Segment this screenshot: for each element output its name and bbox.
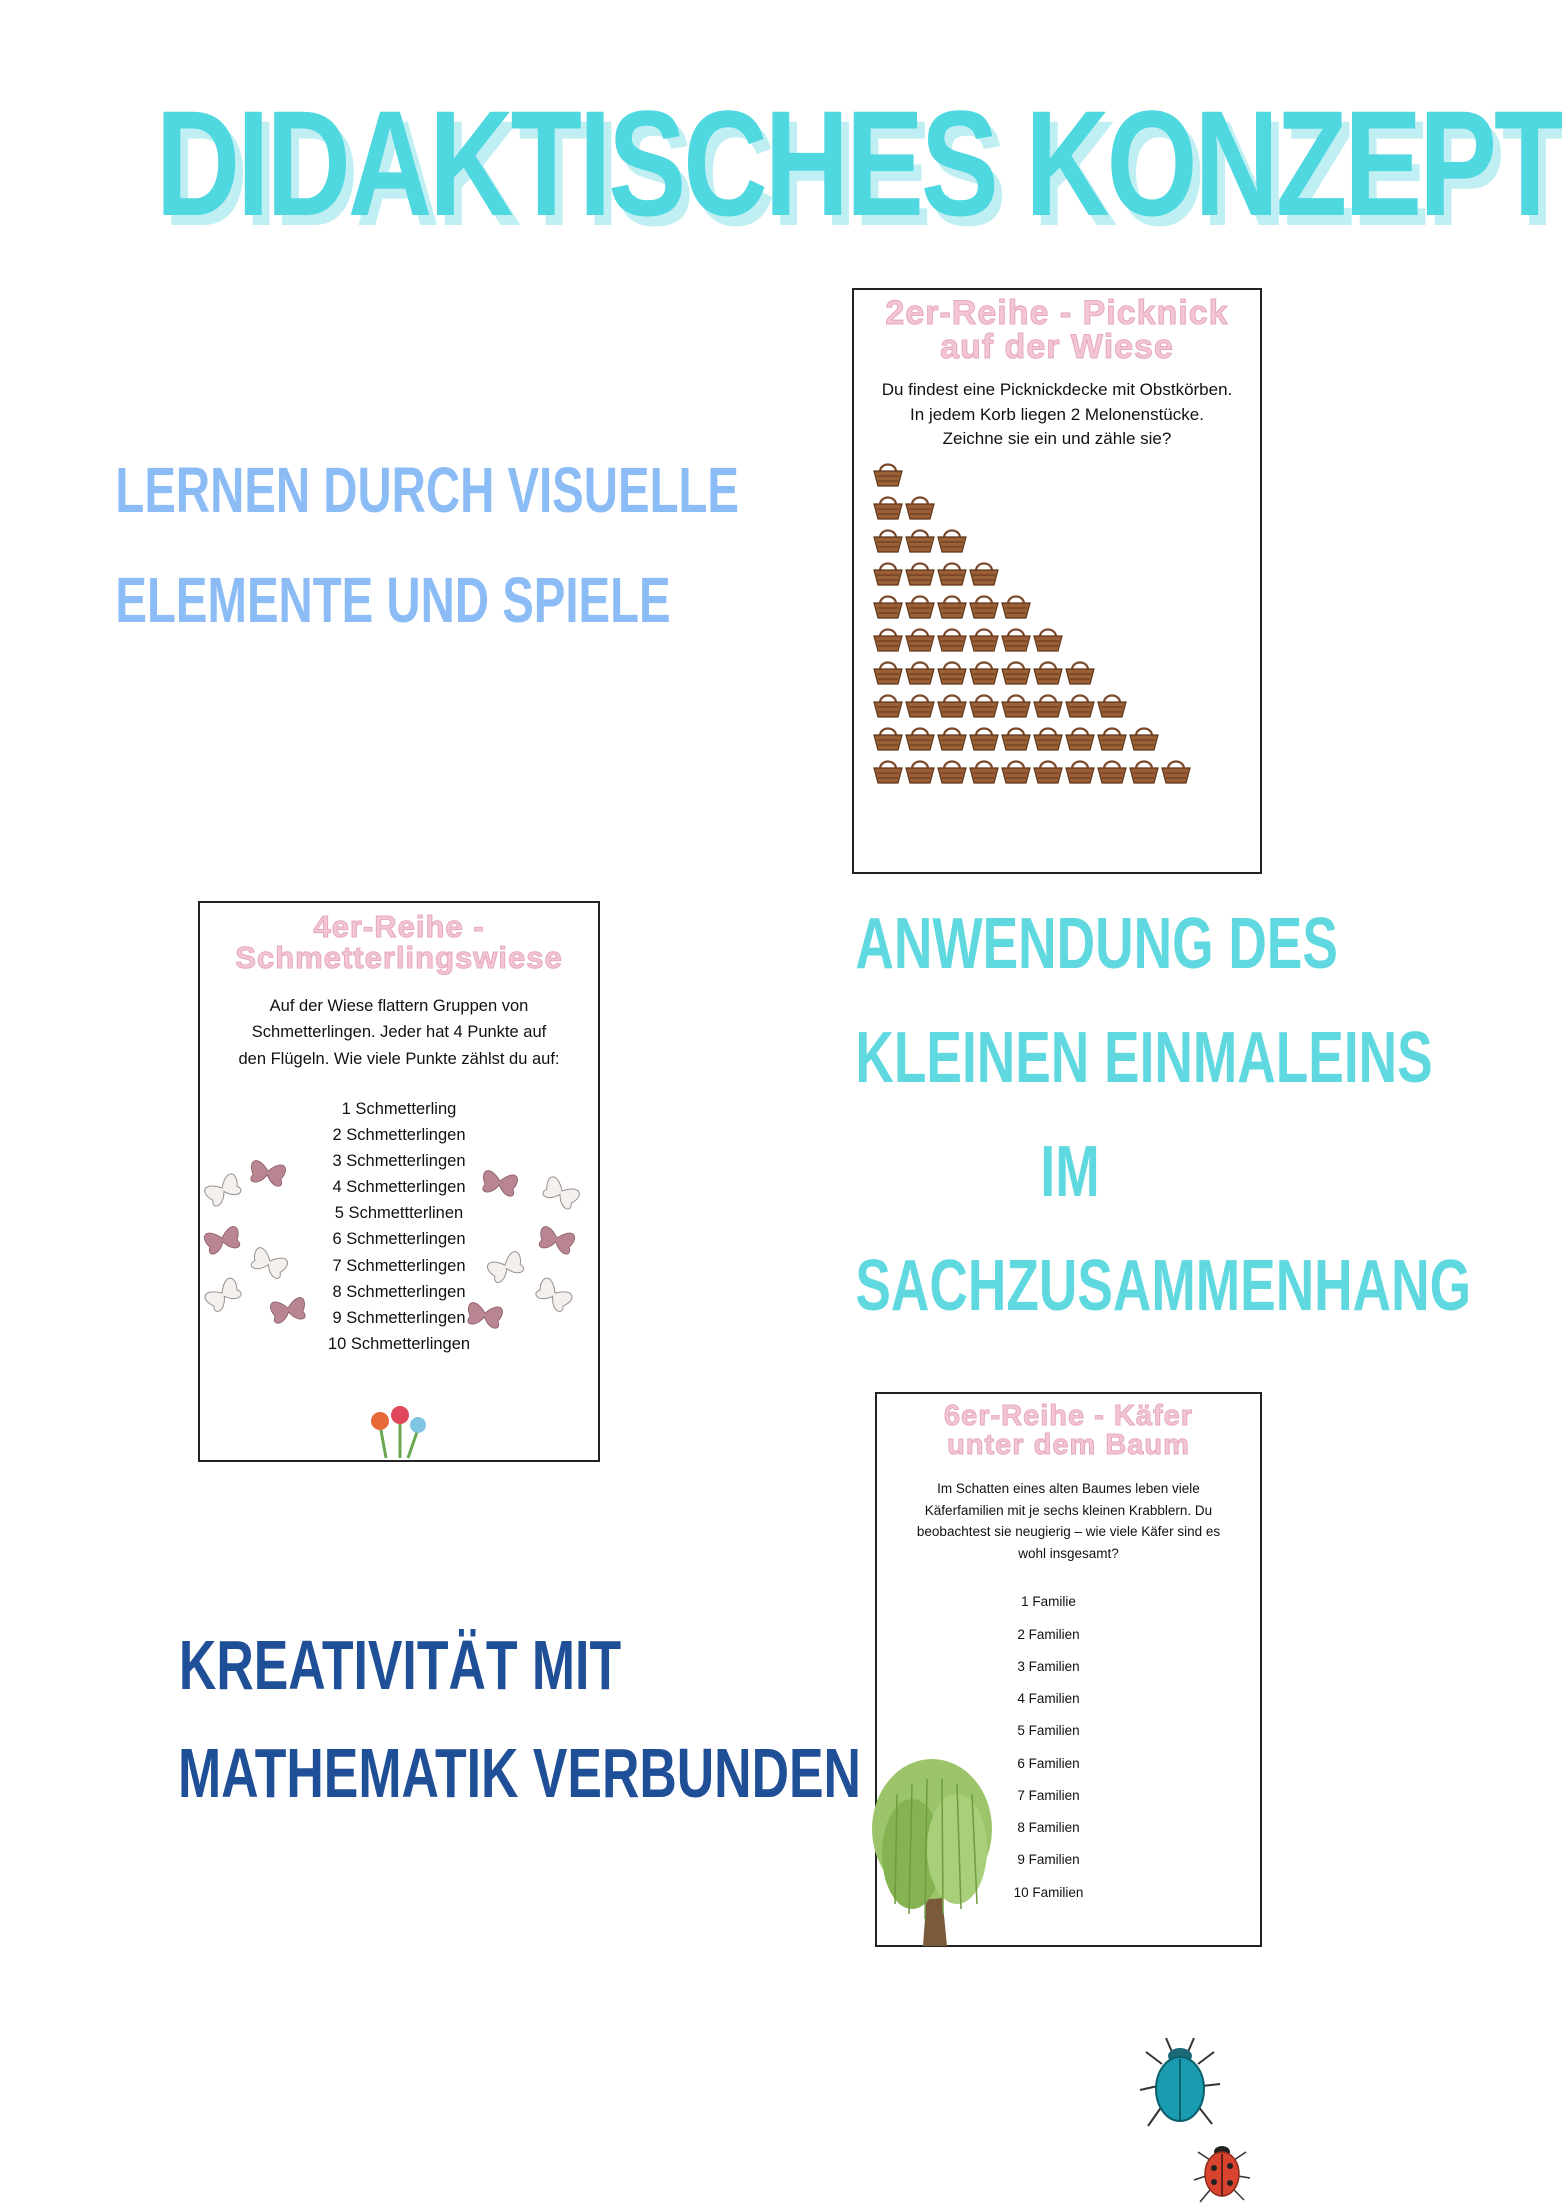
basket-icon (936, 592, 966, 618)
basket-row (872, 592, 1192, 625)
butterfly-icon (486, 1250, 526, 1284)
basket-icon (1096, 691, 1126, 717)
basket-row (872, 526, 1192, 559)
card-picnic-title-line1: 2er-Reihe - Picknick (885, 294, 1229, 332)
basket-icon (968, 724, 998, 750)
basket-icon (936, 724, 966, 750)
beetle-list-item: 4 Familien (1017, 1691, 1080, 1707)
basket-icon (968, 625, 998, 651)
basket-icon (1064, 658, 1094, 684)
basket-icon (904, 526, 934, 552)
basket-icon (968, 757, 998, 783)
basket-icon (936, 691, 966, 717)
butterfly-icon (466, 1302, 504, 1329)
basket-icon (1160, 757, 1190, 783)
basket-icon (904, 691, 934, 717)
basket-row (872, 493, 1192, 526)
basket-icon (872, 526, 902, 552)
basket-icon (936, 625, 966, 651)
butterfly-icon (203, 1226, 242, 1256)
beetle-list-item: 1 Familie (1021, 1594, 1076, 1610)
beetle-list-item: 8 Familien (1017, 1820, 1080, 1836)
butterfly-icon (249, 1160, 287, 1187)
card-beetle-text-line1: Im Schatten eines alten Baumes leben viele (937, 1481, 1200, 1496)
card-beetle-title-line2: unter dem Baum (947, 1429, 1190, 1461)
basket-icon (1032, 724, 1062, 750)
card-beetle-text-line3: beobachtest sie neugierig – wie viele Käfer sind es (916, 1524, 1221, 1540)
butterfly-list-item: 8 Schmetterlingen (332, 1282, 466, 1301)
basket-icon (1000, 592, 1030, 618)
basket-icon (1128, 757, 1158, 783)
beetle-list-item: 2 Familien (1017, 1626, 1080, 1642)
butterfly-list-item: 10 Schmetterlingen (327, 1334, 471, 1353)
butterfly-list-item: 1 Schmetterling (341, 1100, 457, 1119)
butterfly-icon (537, 1226, 576, 1256)
card-picnic (852, 288, 1262, 874)
heading-application-line4: SACHZUSAMMENHANG (855, 1246, 1472, 1326)
card-butterfly-title-line1: 4er-Reihe - (313, 909, 485, 944)
basket-icon (904, 592, 934, 618)
beetle-list-item: 6 Familien (1017, 1755, 1080, 1771)
basket-icon (968, 592, 998, 618)
card-beetle-text-line4: wohl insgesamt? (1018, 1545, 1119, 1561)
ladybug-icon (1192, 2136, 1252, 2206)
basket-icon (904, 724, 934, 750)
basket-icon (1032, 625, 1062, 651)
beetle-list-item: 5 Familien (1017, 1723, 1080, 1739)
basket-icon (1032, 757, 1062, 783)
heading-visual-line2: ELEMENTE UND SPIELE (115, 564, 671, 636)
butterfly-list-item: 5 Schmettterlinen (334, 1204, 464, 1223)
heading-visual-line1: LERNEN DURCH VISUELLE (115, 454, 740, 526)
card-beetle-text-line2: Käferfamilien mit je sechs kleinen Krabblern. Du (924, 1502, 1213, 1518)
butterfly-list-item: 7 Schmetterlingen (332, 1256, 466, 1275)
basket-icon (872, 559, 902, 585)
page-title: DIDAKTISCHES KONZEPT (155, 79, 1562, 247)
butterfly-icon (481, 1170, 519, 1197)
beetle-list-item: 3 Familien (1017, 1658, 1080, 1674)
basket-icon (904, 493, 934, 519)
basket-icon (968, 691, 998, 717)
basket-icon (936, 658, 966, 684)
basket-row (872, 691, 1192, 724)
basket-row (872, 460, 1192, 493)
butterfly-list-item: 9 Schmetterlingen (332, 1308, 466, 1327)
heading-application-line1: ANWENDUNG DES (855, 904, 1338, 984)
basket-icon (872, 460, 902, 486)
butterfly-icon (203, 1172, 244, 1208)
basket-icon (904, 625, 934, 651)
beetle-icon (1132, 2034, 1228, 2144)
beetle-list-item: 7 Familien (1017, 1787, 1080, 1803)
basket-icon (1064, 757, 1094, 783)
card-butterfly-text-line1: Auf der Wiese flattern Gruppen von (269, 997, 529, 1015)
butterfly-icon (249, 1246, 289, 1280)
basket-icon (904, 757, 934, 783)
card-picnic-text-line3: Zeichne sie ein und zähle sie? (942, 429, 1172, 449)
basket-icon (1000, 691, 1030, 717)
basket-icon (872, 724, 902, 750)
basket-icon (968, 559, 998, 585)
butterfly-list-item: 3 Schmetterlingen (332, 1152, 466, 1171)
butterfly-list-item: 6 Schmetterlingen (332, 1230, 466, 1249)
card-picnic-text-line1: Du findest eine Picknickdecke mit Obstkörben. (881, 380, 1233, 399)
basket-icon (872, 757, 902, 783)
basket-row (872, 625, 1192, 658)
basket-icon (936, 757, 966, 783)
heading-creativity-line2: MATHEMATIK VERBUNDEN (178, 1734, 861, 1812)
flower-icon (360, 1403, 440, 1459)
butterfly-icon (540, 1175, 581, 1211)
basket-icon (1064, 691, 1094, 717)
card-butterfly-text-line2: Schmetterlingen. Jeder hat 4 Punkte auf (251, 1023, 547, 1042)
basket-icon (968, 658, 998, 684)
basket-icon (872, 625, 902, 651)
card-butterfly-title-line2: Schmetterlingswiese (235, 940, 563, 975)
card-picnic-text-line2: In jedem Korb liegen 2 Melonenstücke. (910, 404, 1204, 424)
basket-icon (936, 526, 966, 552)
basket-row (872, 658, 1192, 691)
basket-row (872, 757, 1192, 790)
butterfly-list-item: 4 Schmetterlingen (332, 1178, 466, 1197)
heading-creativity-line1: KREATIVITÄT MIT (178, 1626, 622, 1704)
basket-row (872, 559, 1192, 592)
heading-application-line2: KLEINEN EINMALEINS (855, 1018, 1433, 1098)
beetle-list-item: 9 Familien (1017, 1852, 1080, 1868)
basket-icon (872, 658, 902, 684)
basket-icon (1096, 724, 1126, 750)
basket-staircase (872, 460, 1192, 790)
basket-icon (1064, 724, 1094, 750)
basket-icon (1128, 724, 1158, 750)
basket-icon (1096, 757, 1126, 783)
basket-icon (904, 658, 934, 684)
card-beetle (875, 1392, 1262, 1947)
butterfly-icon (203, 1276, 244, 1313)
basket-icon (872, 592, 902, 618)
basket-icon (1000, 724, 1030, 750)
card-beetle-title-line1: 6er-Reihe - Käfer (943, 1400, 1194, 1432)
basket-icon (1032, 658, 1062, 684)
basket-row (872, 724, 1192, 757)
basket-icon (1032, 691, 1062, 717)
butterfly-icon (270, 1297, 308, 1324)
basket-icon (872, 691, 902, 717)
card-butterfly (198, 901, 600, 1462)
card-butterfly-text-line3: den Flügeln. Wie viele Punkte zählst du auf: (238, 1049, 560, 1068)
basket-icon (904, 559, 934, 585)
basket-icon (1000, 757, 1030, 783)
basket-icon (1000, 658, 1030, 684)
heading-application-line3: IM (1040, 1132, 1100, 1212)
tree-icon (877, 1754, 997, 1946)
butterfly-icon (533, 1276, 574, 1313)
basket-icon (1000, 625, 1030, 651)
beetle-list-item: 10 Familien (1013, 1884, 1084, 1900)
butterfly-list-item: 2 Schmetterlingen (332, 1126, 466, 1145)
butterfly-decoration (200, 1143, 602, 1343)
basket-icon (872, 493, 902, 519)
card-picnic-title-line2: auf der Wiese (940, 328, 1174, 366)
basket-icon (936, 559, 966, 585)
